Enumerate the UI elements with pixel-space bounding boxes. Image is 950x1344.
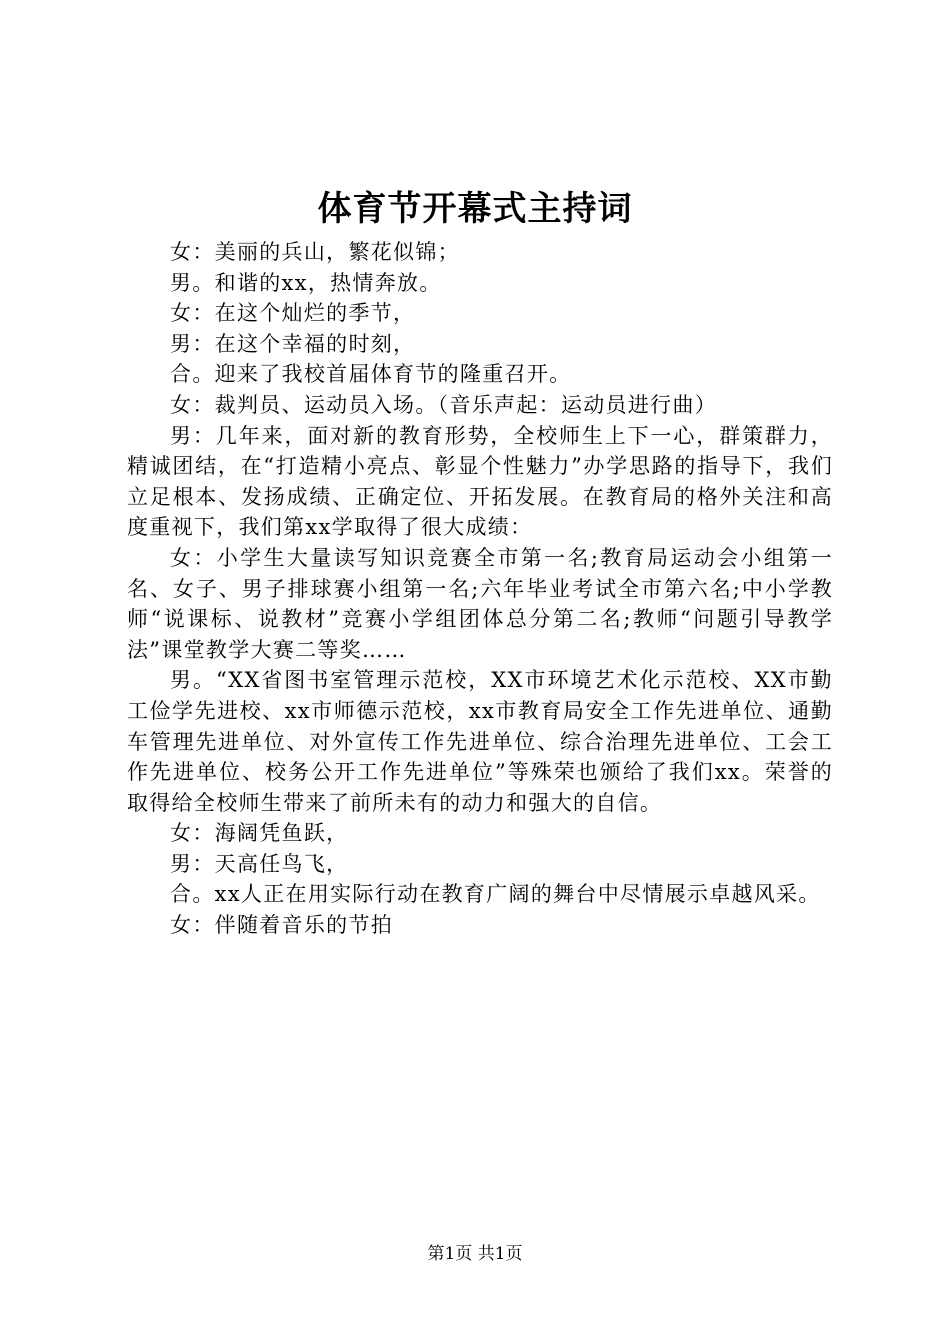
paragraph: 男：几年来，面对新的教育形势，全校师生上下一心，群策群力，精诚团结，在“打造精小亮点、彰显个性魅力”办学思路的指导下，我们立足根本、发扬成绩、正确定位、开拓发展。在教育局的格外关注和高度重视下，我们第xx学取得了很大成绩：: [127, 423, 833, 540]
paragraph: 男：天高任鸟飞，: [170, 851, 349, 876]
paragraph: 男：在这个幸福的时刻，: [170, 331, 416, 356]
paragraph: 女：伴随着音乐的节拍: [170, 913, 394, 938]
paragraph: 男。和谐的xx，热情奔放。: [170, 270, 442, 295]
paragraph: 女：在这个灿烂的季节，: [170, 301, 416, 326]
paragraph: 男。“XX省图书室管理示范校，XX市环境艺术化示范校、XX市勤工俭学先进校、xx市师德示范校，xx市教育局安全工作先进单位、通勤车管理先进单位、对外宣传工作先进单位、综合治理先进单位、工会工作先进单位、校务公开工作先进单位”等殊荣也颁给了我们xx。荣誉的取得给全校师生带来了前所未有的动力和强大的自信。: [127, 668, 833, 815]
paragraph: 女：海阔凭鱼跃，: [170, 821, 349, 846]
page-footer: 第1页 共1页: [427, 1244, 523, 1264]
document-body: [127, 237, 833, 941]
paragraph: 女：美丽的兵山，繁花似锦；: [170, 240, 460, 264]
paragraph: 女：裁判员、运动员入场。（音乐声起：运动员进行曲）: [170, 392, 718, 417]
document-title: 体育节开幕式主持词: [317, 189, 633, 229]
paragraph: 合。迎来了我校首届体育节的隆重召开。: [170, 362, 572, 387]
paragraph: 女：小学生大量读写知识竞赛全市第一名;教育局运动会小组第一名、女子、男子排球赛小组第一名;六年毕业考试全市第六名;中小学教师“说课标、说教材”竞赛小学组团体总分第二名;教师“问题引导教学法”课堂教学大赛二等奖……: [127, 545, 833, 662]
paragraph: 合。xx人正在用实际行动在教育广阔的舞台中尽情展示卓越风采。: [170, 882, 821, 907]
